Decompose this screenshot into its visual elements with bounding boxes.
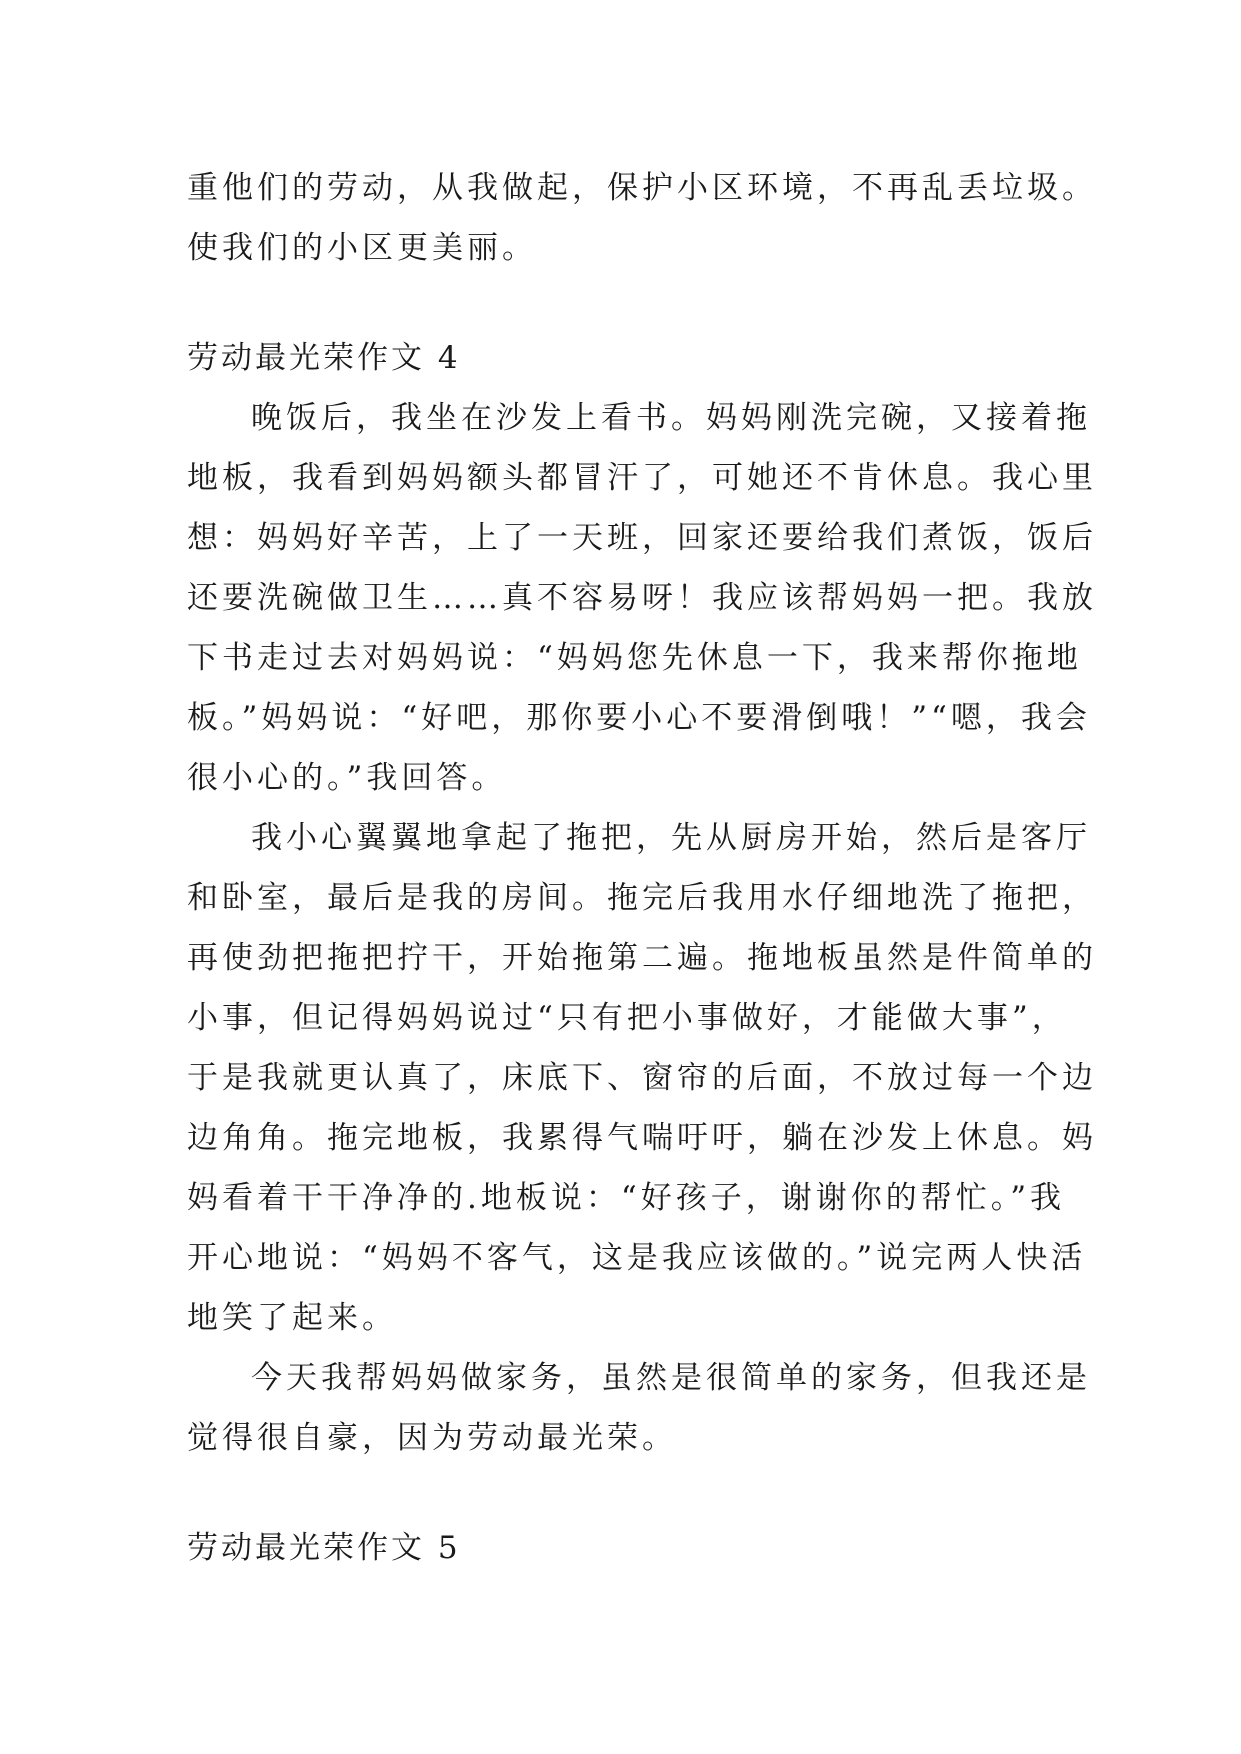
text-line: 板。”妈妈说：“好吧，那你要小心不要滑倒哦！”“嗯，我会: [187, 700, 1091, 736]
continuation-paragraph: [187, 158, 1097, 278]
text-line: 还要洗碗做卫生……真不容易呀！我应该帮妈妈一把。我放: [187, 580, 1097, 616]
text-line: 和卧室，最后是我的房间。拖完后我用水仔细地洗了拖把，: [187, 880, 1097, 916]
text-line: 于是我就更认真了，床底下、窗帘的后面，不放过每一个边: [187, 1060, 1097, 1096]
section-gap: [187, 1468, 1057, 1518]
text-line: 使我们的小区更美丽。: [187, 230, 537, 266]
text-line: 很小心的。”我回答。: [187, 760, 507, 796]
text-line: 地笑了起来。: [187, 1300, 397, 1336]
paragraph-3: [187, 1348, 1091, 1468]
text-line: 再使劲把拖把拧干，开始拖第二遍。拖地板虽然是件简单的: [187, 940, 1097, 976]
paragraph-2: [187, 808, 1097, 1348]
paragraph-1: [187, 388, 1097, 808]
text-line: 小事，但记得妈妈说过“只有把小事做好，才能做大事”，: [187, 1000, 1067, 1036]
text-line: 地板，我看到妈妈额头都冒汗了，可她还不肯休息。我心里: [187, 460, 1097, 496]
text-line: 下书走过去对妈妈说：“妈妈您先休息一下，我来帮你拖地: [187, 640, 1082, 676]
document-body: [187, 158, 1097, 1578]
text-line: 边角角。拖完地板，我累得气喘吁吁，躺在沙发上休息。妈: [187, 1120, 1097, 1156]
section-title-5: 劳动最光荣作文 5: [187, 1530, 461, 1566]
text-line: 妈看着干干净净的.地板说：“好孩子，谢谢你的帮忙。”我: [187, 1180, 1066, 1216]
text-line: 觉得很自豪，因为劳动最光荣。: [187, 1420, 677, 1456]
section-gap: [187, 278, 1057, 328]
text-line: 想：妈妈好辛苦，上了一天班，回家还要给我们煮饭，饭后: [187, 520, 1097, 556]
text-line: 我小心翼翼地拿起了拖把，先从厨房开始，然后是客厅: [251, 820, 1091, 856]
text-line: 晚饭后，我坐在沙发上看书。妈妈刚洗完碗，又接着拖: [251, 400, 1091, 436]
section-title-4: 劳动最光荣作文 4: [187, 340, 461, 376]
text-line: 开心地说：“妈妈不客气，这是我应该做的。”说完两人快活: [187, 1240, 1087, 1276]
text-line: 重他们的劳动，从我做起，保护小区环境，不再乱丢垃圾。: [187, 170, 1097, 206]
text-line: 今天我帮妈妈做家务，虽然是很简单的家务，但我还是: [251, 1360, 1091, 1396]
